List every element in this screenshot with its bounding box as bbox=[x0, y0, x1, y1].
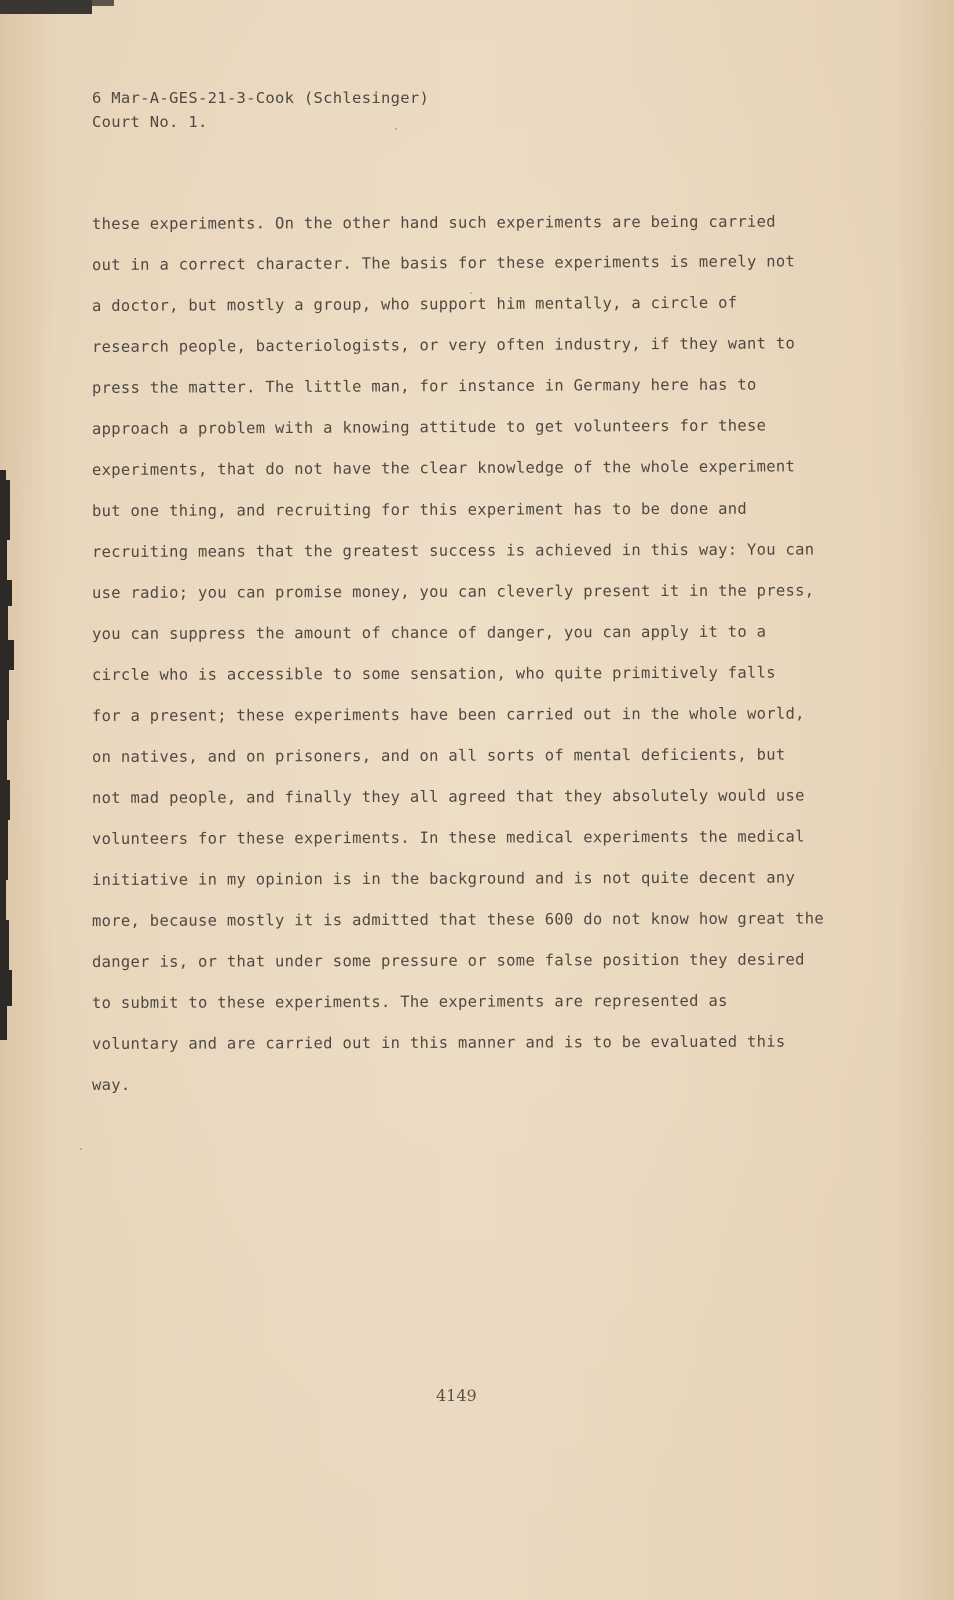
body-line: press the matter. The little man, for instance in Germany here has to bbox=[91, 375, 757, 397]
body-line: on natives, and on prisoners, and on all sorts of mental deficients, but bbox=[91, 745, 786, 766]
body-line: more, because mostly it is admitted that these 600 do not know how great the bbox=[91, 909, 825, 930]
document-header bbox=[92, 86, 429, 134]
body-line: for a present; these experiments have been carried out in the whole world, bbox=[91, 704, 805, 725]
header-case-reference: 6 Mar-A-GES-21-3-Cook (Schlesinger) bbox=[92, 89, 430, 107]
page-number: 4149 bbox=[436, 1386, 477, 1405]
body-line: voluntary and are carried out in this manner and is to be evaluated this bbox=[91, 1032, 786, 1053]
body-line: out in a correct character. The basis for these experiments is merely not bbox=[91, 252, 796, 274]
body-line: use radio; you can promise money, you can cleverly present it in the press, bbox=[91, 581, 815, 602]
paper-speck bbox=[80, 1148, 82, 1150]
body-line: not mad people, and finally they all agreed that they absolutely would use bbox=[91, 786, 805, 807]
transcript-body bbox=[92, 204, 882, 1106]
body-line: way. bbox=[92, 1076, 131, 1094]
body-line: approach a problem with a knowing attitude to get volunteers for these bbox=[91, 416, 767, 438]
body-line: research people, bacteriologists, or very often industry, if they want to bbox=[91, 334, 796, 356]
body-line: experiments, that do not have the clear knowledge of the whole experiment bbox=[91, 457, 796, 479]
body-line: a doctor, but mostly a group, who support him mentally, a circle of bbox=[91, 293, 738, 315]
body-line: you can suppress the amount of chance of danger, you can apply it to a bbox=[91, 622, 767, 643]
body-line: recruiting means that the greatest success is achieved in this way: You can bbox=[91, 540, 815, 561]
body-line: circle who is accessible to some sensation, who quite primitively falls bbox=[91, 663, 776, 684]
body-line: to submit to these experiments. The experiments are represented as bbox=[91, 991, 728, 1012]
body-line: these experiments. On the other hand such experiments are being carried bbox=[91, 212, 776, 233]
binding-mark-tail bbox=[92, 0, 114, 6]
header-court-number: Court No. 1. bbox=[92, 113, 208, 131]
body-line: volunteers for these experiments. In these medical experiments the medical bbox=[91, 827, 805, 848]
body-line: initiative in my opinion is in the background and is not quite decent any bbox=[91, 868, 796, 889]
torn-left-edge bbox=[0, 470, 14, 1040]
paper-speck bbox=[470, 292, 472, 294]
body-line: danger is, or that under some pressure or some false position they desired bbox=[91, 950, 805, 971]
body-line: but one thing, and recruiting for this experiment has to be done and bbox=[91, 499, 747, 520]
binding-mark bbox=[0, 0, 92, 14]
paper-speck bbox=[395, 128, 397, 130]
